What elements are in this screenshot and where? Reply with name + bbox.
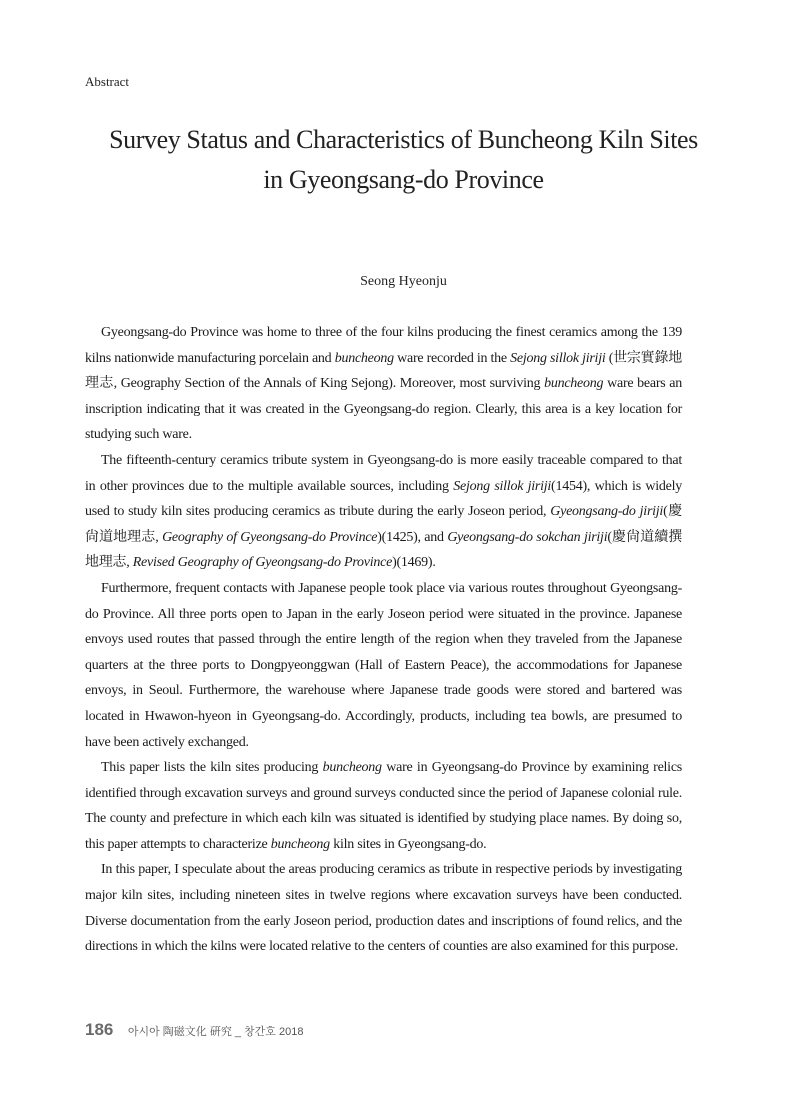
italic-term: Gyeongsang-do sokchan jiriji (447, 529, 608, 545)
text-run: ware bears an inscription indicating that it was created in the Gyeongsang-do region. Clearly, this area is a key location for studying such ware. (85, 376, 683, 443)
italic-term: buncheong (544, 376, 604, 392)
page-number: 186 (85, 1020, 114, 1039)
text-run: )(1425), and (377, 529, 448, 545)
page-footer (85, 1020, 303, 1040)
text-run: The fifteenth-century ceramics tribute system in Gyeongsang-do is more easily traceable compared to that in other provinces due to the multiple available sources, including (85, 452, 682, 494)
title-line-2: in Gyeongsang-do Province (263, 165, 544, 194)
italic-term: Revised Geography of Gyeongsang-do Province (132, 555, 393, 571)
section-label: Abstract (85, 74, 130, 89)
text-run: (世宗實錄地理志, Geography Section of the Annals of King Sejong). Moreover, most surviving (85, 350, 682, 392)
title-line-1: Survey Status and Characteristics of Buncheong Kiln Sites (109, 125, 698, 154)
journal-name: 아시아 陶磁文化 硏究 _ 창간호 2018 (127, 1026, 304, 1038)
italic-term: Geography of Gyeongsang-do Province (162, 529, 378, 545)
paragraph-2 (85, 448, 682, 576)
text-run: )(1469). (392, 555, 436, 571)
paragraph-1 (85, 320, 682, 448)
text-run: (1454), which is widely used to study kiln sites producing ceramics as tribute during the early Joseon period, (85, 478, 682, 520)
text-run: kiln sites in Gyeongsang-do. (329, 836, 487, 852)
text-run: (慶尙道地理志, (85, 504, 682, 545)
paragraph-4 (85, 755, 682, 857)
text-run: ware in Gyeongsang-do Province by examining relics identified through excavation surveys and ground surveys conducted since the period of Japanese colonial rule. The county and prefecture in which each kiln was situated is identified by studying place names. By doing so, this paper attempts to characterize (85, 760, 682, 852)
author-name: Seong Hyeonju (360, 274, 447, 289)
italic-term: Sejong sillok jiriji (453, 478, 552, 494)
text-run: Gyeongsang-do Province was home to three of the four kilns producing the finest ceramics among the 139 kilns nationwide manufacturing porcelain and (85, 325, 682, 366)
italic-term: Gyeongsang-do jiriji (550, 504, 664, 520)
italic-term: buncheong (334, 350, 394, 366)
paragraph-5: In this paper, I speculate about the areas producing ceramics as tribute in respective periods by investigating major kiln sites, including nineteen sites in twelve regions where excavation surveys have been conducted. Diverse documentation from the early Joseon period, production dates and inscriptions of found relics, and the directions in which the kilns were located relative to the centers of counties are also examined for this purpose. (85, 862, 682, 955)
text-run: ware recorded in the (393, 350, 511, 366)
italic-term: buncheong (270, 836, 330, 852)
italic-term: Sejong sillok jiriji (510, 350, 606, 366)
abstract-body (85, 320, 682, 960)
text-run: (慶尙道續撰地理志, (85, 529, 683, 571)
paragraph-3: Furthermore, frequent contacts with Japanese people took place via various routes throughout Gyeongsang-do Province. All three ports open to Japan in the early Joseon period were situated in the province. Japanese envoys used routes that passed through the entire length of the region when they traveled from the Japanese quarters at the three ports to Dongpyeonggwan (Hall of Eastern Peace), the accommodations for Japanese envoys, in Seoul. Furthermore, the warehouse where Japanese trade goods were stored and bartered was located in Hwawon-hyeon in Gyeongsang-do. Accordingly, products, including tea bowls, are presumed to have been actively exchanged. (85, 580, 682, 750)
paper-title (60, 120, 747, 200)
italic-term: buncheong (322, 760, 382, 776)
text-run: This paper lists the kiln sites producing (101, 760, 323, 776)
